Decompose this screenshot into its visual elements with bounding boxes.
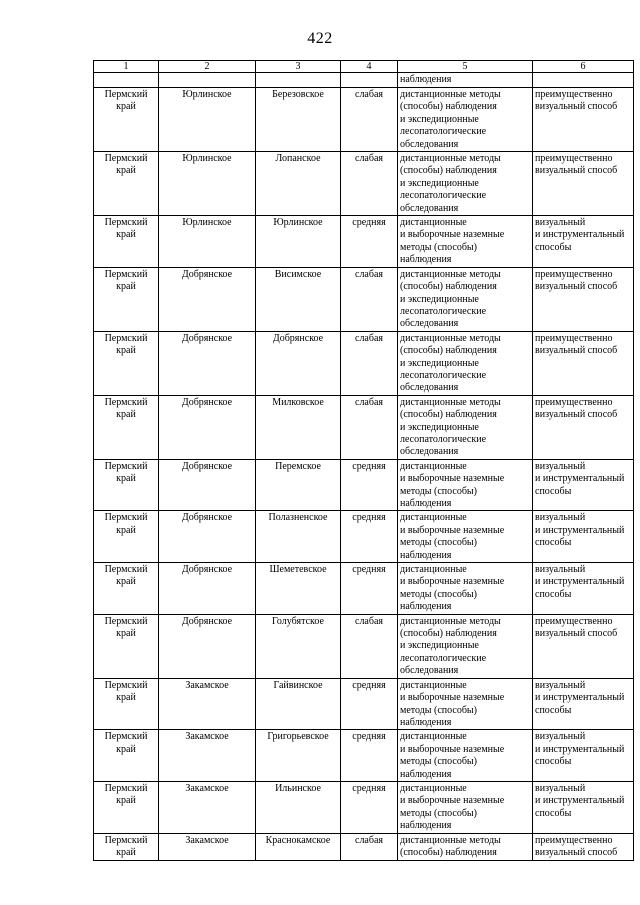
forestry-cell: Березовское bbox=[256, 88, 341, 152]
district-cell: Добрянское bbox=[159, 395, 256, 459]
region-cell: Пермский край bbox=[94, 781, 159, 833]
column-header: 6 bbox=[533, 61, 634, 73]
forestry-cell: Юрлинское bbox=[256, 216, 341, 268]
district-cell: Закамское bbox=[159, 781, 256, 833]
district-cell: Добрянское bbox=[159, 511, 256, 563]
table-row bbox=[94, 331, 634, 395]
table-row bbox=[94, 459, 634, 511]
level-cell: слабая bbox=[341, 88, 398, 152]
methods-cell: дистанционные методы (способы) наблюдения и экспедиционные лесопатологические обследования bbox=[398, 88, 533, 152]
table-row bbox=[94, 678, 634, 730]
method-type-cell: визуальный и инструментальный способы bbox=[533, 563, 634, 615]
region-cell: Пермский край bbox=[94, 833, 159, 860]
level-cell: слабая bbox=[341, 614, 398, 678]
forestry-cell: Шеметевское bbox=[256, 563, 341, 615]
column-header: 5 bbox=[398, 61, 533, 73]
table-row bbox=[94, 267, 634, 331]
region-cell: Пермский край bbox=[94, 511, 159, 563]
district-cell: Юрлинское bbox=[159, 88, 256, 152]
district-cell: Добрянское bbox=[159, 459, 256, 511]
forestry-cell: Краснокамское bbox=[256, 833, 341, 860]
table-row bbox=[94, 833, 634, 860]
forestry-cell: Григорьевское bbox=[256, 730, 341, 782]
table-row bbox=[94, 216, 634, 268]
table-row bbox=[94, 730, 634, 782]
region-cell: Пермский край bbox=[94, 216, 159, 268]
methods-cell: дистанционные методы (способы) наблюдения bbox=[398, 833, 533, 860]
district-cell: Добрянское bbox=[159, 267, 256, 331]
district-cell: Добрянское bbox=[159, 331, 256, 395]
method-type-cell: преимущественно визуальный способ bbox=[533, 152, 634, 216]
level-cell: слабая bbox=[341, 331, 398, 395]
method-type-cell: преимущественно визуальный способ bbox=[533, 267, 634, 331]
district-cell: Юрлинское bbox=[159, 216, 256, 268]
district-cell: Юрлинское bbox=[159, 152, 256, 216]
method-type-cell: визуальный и инструментальный способы bbox=[533, 216, 634, 268]
level-cell: слабая bbox=[341, 267, 398, 331]
method-type-cell: визуальный и инструментальный способы bbox=[533, 730, 634, 782]
methods-cell: дистанционные и выборочные наземные методы (способы) наблюдения bbox=[398, 781, 533, 833]
level-cell: средняя bbox=[341, 511, 398, 563]
region-cell: Пермский край bbox=[94, 563, 159, 615]
forestry-cell: Гайвинское bbox=[256, 678, 341, 730]
table-row bbox=[94, 614, 634, 678]
level-cell: слабая bbox=[341, 833, 398, 860]
region-cell: Пермский край bbox=[94, 459, 159, 511]
level-cell: средняя bbox=[341, 781, 398, 833]
method-type-cell: преимущественно визуальный способ bbox=[533, 614, 634, 678]
table-cell bbox=[533, 73, 634, 88]
region-cell: Пермский край bbox=[94, 331, 159, 395]
column-header: 3 bbox=[256, 61, 341, 73]
district-cell: Закамское bbox=[159, 730, 256, 782]
region-cell: Пермский край bbox=[94, 395, 159, 459]
level-cell: средняя bbox=[341, 216, 398, 268]
methods-cell: дистанционные и выборочные наземные методы (способы) наблюдения bbox=[398, 216, 533, 268]
method-type-cell: преимущественно визуальный способ bbox=[533, 88, 634, 152]
method-type-cell: преимущественно визуальный способ bbox=[533, 331, 634, 395]
table-row bbox=[94, 781, 634, 833]
level-cell: средняя bbox=[341, 678, 398, 730]
column-header: 1 bbox=[94, 61, 159, 73]
table-cell bbox=[159, 73, 256, 88]
page-number: 422 bbox=[307, 30, 333, 47]
methods-cell: дистанционные методы (способы) наблюдения и экспедиционные лесопатологические обследования bbox=[398, 614, 533, 678]
level-cell: слабая bbox=[341, 395, 398, 459]
forestry-cell: Голубятское bbox=[256, 614, 341, 678]
level-cell: слабая bbox=[341, 152, 398, 216]
column-number-row bbox=[94, 61, 634, 73]
table-cell: наблюдения bbox=[398, 73, 533, 88]
level-cell: средняя bbox=[341, 563, 398, 615]
methods-cell: дистанционные и выборочные наземные методы (способы) наблюдения bbox=[398, 678, 533, 730]
method-type-cell: визуальный и инструментальный способы bbox=[533, 459, 634, 511]
table-row bbox=[94, 395, 634, 459]
forestry-cell: Висимское bbox=[256, 267, 341, 331]
table-cell bbox=[256, 73, 341, 88]
column-header: 4 bbox=[341, 61, 398, 73]
table-cell bbox=[341, 73, 398, 88]
methods-cell: дистанционные методы (способы) наблюдения и экспедиционные лесопатологические обследования bbox=[398, 152, 533, 216]
district-cell: Добрянское bbox=[159, 614, 256, 678]
forest-monitoring-table bbox=[93, 60, 634, 861]
method-type-cell: преимущественно визуальный способ bbox=[533, 833, 634, 860]
forestry-cell: Милковское bbox=[256, 395, 341, 459]
table-row bbox=[94, 511, 634, 563]
region-cell: Пермский край bbox=[94, 88, 159, 152]
table-row bbox=[94, 88, 634, 152]
method-type-cell: преимущественно визуальный способ bbox=[533, 395, 634, 459]
table-cell bbox=[94, 73, 159, 88]
district-cell: Добрянское bbox=[159, 563, 256, 615]
forestry-cell: Перемское bbox=[256, 459, 341, 511]
methods-cell: дистанционные методы (способы) наблюдения и экспедиционные лесопатологические обследования bbox=[398, 267, 533, 331]
methods-cell: дистанционные методы (способы) наблюдения и экспедиционные лесопатологические обследования bbox=[398, 395, 533, 459]
forestry-cell: Полазненское bbox=[256, 511, 341, 563]
methods-cell: дистанционные и выборочные наземные методы (способы) наблюдения bbox=[398, 511, 533, 563]
district-cell: Закамское bbox=[159, 833, 256, 860]
methods-cell: дистанционные и выборочные наземные методы (способы) наблюдения bbox=[398, 563, 533, 615]
table-row bbox=[94, 563, 634, 615]
methods-cell: дистанционные методы (способы) наблюдения и экспедиционные лесопатологические обследования bbox=[398, 331, 533, 395]
methods-cell: дистанционные и выборочные наземные методы (способы) наблюдения bbox=[398, 459, 533, 511]
level-cell: средняя bbox=[341, 459, 398, 511]
region-cell: Пермский край bbox=[94, 152, 159, 216]
region-cell: Пермский край bbox=[94, 730, 159, 782]
column-header: 2 bbox=[159, 61, 256, 73]
district-cell: Закамское bbox=[159, 678, 256, 730]
region-cell: Пермский край bbox=[94, 678, 159, 730]
forestry-cell: Ильинское bbox=[256, 781, 341, 833]
region-cell: Пермский край bbox=[94, 614, 159, 678]
table-body bbox=[94, 73, 634, 861]
method-type-cell: визуальный и инструментальный способы bbox=[533, 511, 634, 563]
table-row bbox=[94, 152, 634, 216]
method-type-cell: визуальный и инструментальный способы bbox=[533, 678, 634, 730]
method-type-cell: визуальный и инструментальный способы bbox=[533, 781, 634, 833]
forestry-cell: Добрянское bbox=[256, 331, 341, 395]
continued-row bbox=[94, 73, 634, 88]
methods-cell: дистанционные и выборочные наземные методы (способы) наблюдения bbox=[398, 730, 533, 782]
region-cell: Пермский край bbox=[94, 267, 159, 331]
forestry-cell: Лопанское bbox=[256, 152, 341, 216]
level-cell: средняя bbox=[341, 730, 398, 782]
